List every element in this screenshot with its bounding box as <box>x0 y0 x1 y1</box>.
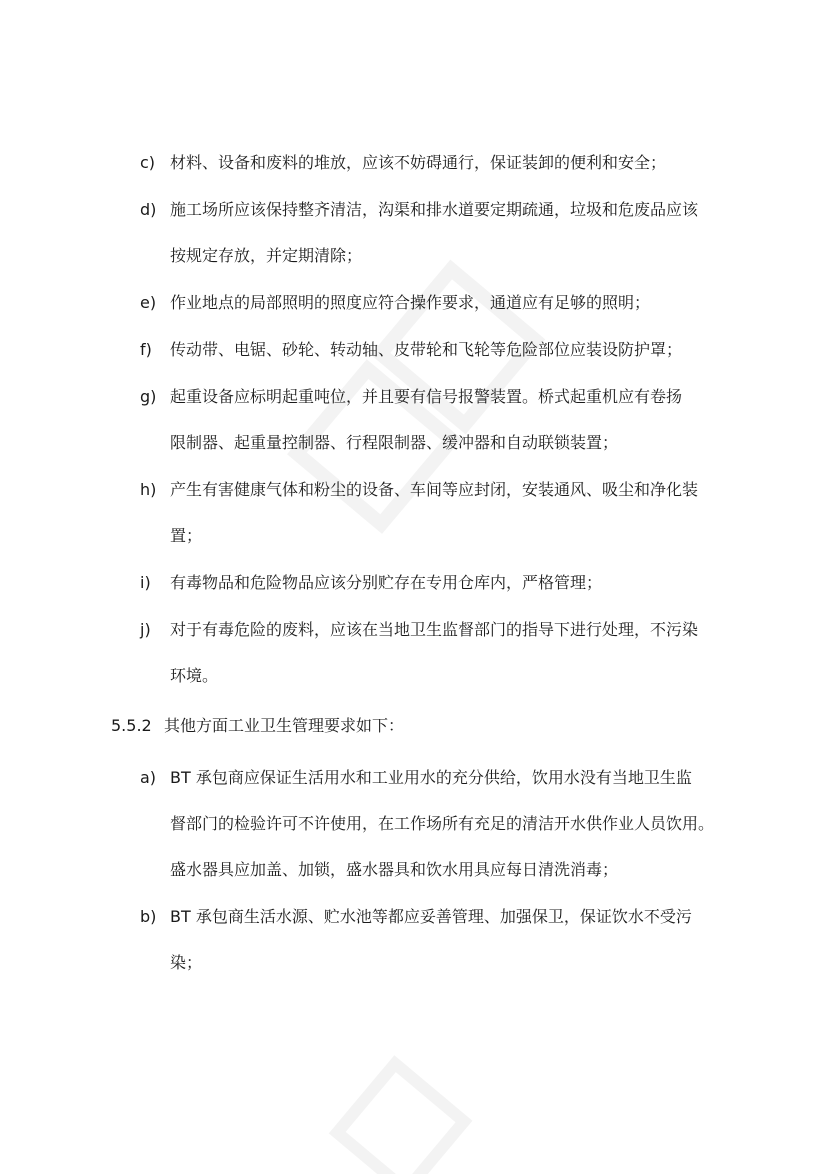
list-item <box>140 755 830 893</box>
list-item <box>140 607 830 699</box>
list-item-text <box>170 607 770 699</box>
list-item-label: f) <box>140 340 152 359</box>
list-item-label: h) <box>140 480 157 499</box>
list-item-line: 作业地点的局部照明的照度应符合操作要求，通道应有足够的照明； <box>170 293 651 312</box>
list-item-line: 产生有害健康气体和粉尘的设备、车间等应封闭，安装通风、吸尘和净化装 <box>170 480 699 499</box>
list-item-text <box>170 560 770 606</box>
list-item-line: BT 承包商生活水源、贮水池等都应妥善管理、加强保卫，保证饮水不受污 <box>170 907 692 926</box>
list-item-label: j) <box>140 620 151 639</box>
list-item-line: 传动带、电锯、砂轮、转动轴、皮带轮和飞轮等危险部位应装设防护罩； <box>170 340 683 359</box>
list-item-text <box>170 894 770 986</box>
list-item <box>140 374 830 466</box>
list-item-line: 起重设备应标明起重吨位，并且要有信号报警装置。桥式起重机应有卷扬 <box>170 387 683 406</box>
list-item-line: 按规定存放，并定期清除； <box>170 246 363 265</box>
list-item-label: g) <box>140 387 157 406</box>
list-item <box>140 560 830 606</box>
list-item-text <box>170 327 770 373</box>
list-item <box>140 140 830 186</box>
list-item-line: 材料、设备和废料的堆放，应该不妨碍通行，保证装卸的便利和安全； <box>170 153 667 172</box>
list-item-line: 施工场所应该保持整齐清洁，沟渠和排水道要定期疏通，垃圾和危废品应该 <box>170 200 699 219</box>
list-item-line: 置； <box>170 526 203 545</box>
list-item-label: d) <box>140 200 157 219</box>
list-item-label: i) <box>140 573 151 592</box>
list-item-line: 限制器、起重量控制器、行程限制器、缓冲器和自动联锁装置； <box>170 433 619 452</box>
list-item-line: 督部门的检验许可不许使用，在工作场所有充足的清洁开水供作业人员饮用。 <box>170 814 715 833</box>
section-title: 其他方面工业卫生管理要求如下： <box>164 716 405 735</box>
list-item-text <box>170 467 770 559</box>
list-item-label: e) <box>140 293 157 312</box>
list-item-line: 盛水器具应加盖、加锁，盛水器具和饮水用具应每日清洗消毒； <box>170 860 619 879</box>
list-item-text <box>170 755 770 893</box>
section-number: 5.5.2 <box>111 716 152 735</box>
list-item-line: 环境。 <box>170 666 219 685</box>
list-item <box>140 327 830 373</box>
list-item-label: c) <box>140 153 156 172</box>
list-item <box>140 280 830 326</box>
section-1-list <box>0 140 830 699</box>
list-item-text <box>170 374 770 466</box>
list-item-text <box>170 140 770 186</box>
list-item-text <box>170 280 770 326</box>
list-item <box>140 187 830 279</box>
section-2-list <box>0 755 830 986</box>
list-item-line: 有毒物品和危险物品应该分别贮存在专用仓库内，严格管理； <box>170 573 603 592</box>
list-item-line: 染； <box>170 953 203 972</box>
list-item <box>140 894 830 986</box>
section-heading <box>111 703 830 749</box>
list-item <box>140 467 830 559</box>
list-item-label: b) <box>140 907 157 926</box>
list-item-label: a) <box>140 768 157 787</box>
list-item-line: BT 承包商应保证生活用水和工业用水的充分供给，饮用水没有当地卫生监 <box>170 768 692 787</box>
list-item-text <box>170 187 770 279</box>
list-item-line: 对于有毒危险的废料，应该在当地卫生监督部门的指导下进行处理，不污染 <box>170 620 699 639</box>
